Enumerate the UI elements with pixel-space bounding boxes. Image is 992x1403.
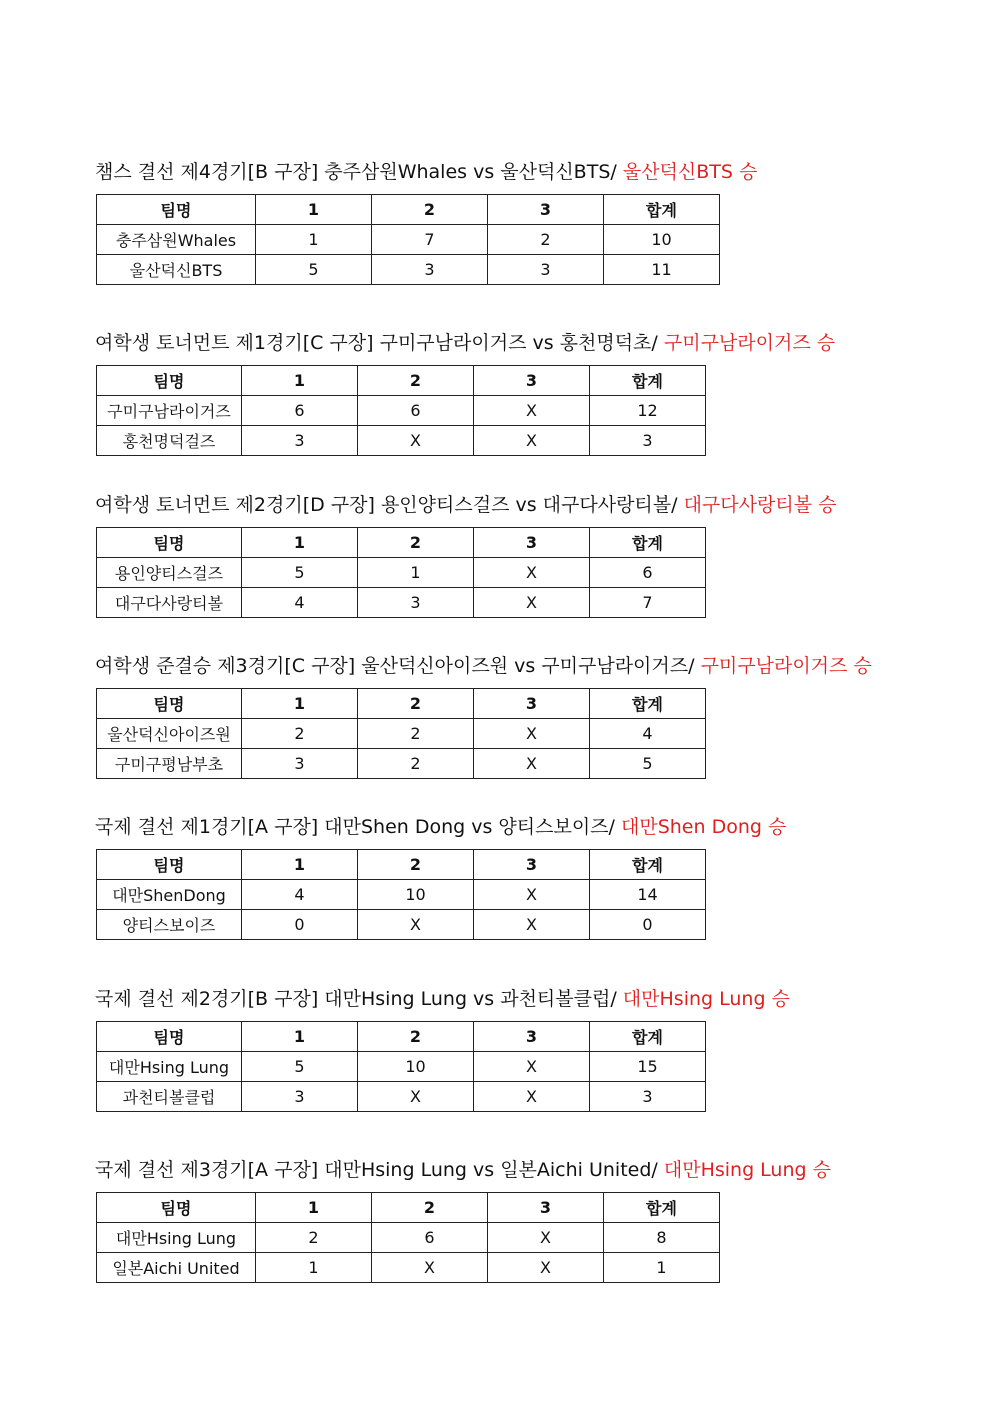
column-header: 3 xyxy=(474,1022,590,1052)
team-name-cell: 울산덕신BTS xyxy=(97,255,256,285)
table-row xyxy=(97,1082,706,1112)
inning-score-cell: 7 xyxy=(372,225,488,255)
column-header: 1 xyxy=(242,850,358,880)
inning-score-cell: 6 xyxy=(372,1223,488,1253)
column-header: 팀명 xyxy=(97,850,242,880)
team-name-cell: 울산덕신아이즈원 xyxy=(97,719,242,749)
team-name-cell: 대만Hsing Lung xyxy=(97,1052,242,1082)
team-name-cell: 용인양티스걸즈 xyxy=(97,558,242,588)
table-row xyxy=(97,719,706,749)
score-table xyxy=(96,849,706,940)
match-section xyxy=(95,493,836,618)
column-header: 합계 xyxy=(590,1022,706,1052)
column-header: 1 xyxy=(242,689,358,719)
match-section xyxy=(95,1158,831,1283)
table-row xyxy=(97,910,706,940)
column-header: 3 xyxy=(488,1193,604,1223)
inning-score-cell: X xyxy=(474,588,590,618)
inning-score-cell: 0 xyxy=(242,910,358,940)
inning-score-cell: 2 xyxy=(242,719,358,749)
match-title: 여학생 토너먼트 제1경기[C 구장] 구미구남라이거즈 vs 홍천명덕초/ xyxy=(95,332,664,354)
team-name-cell: 구미구평남부초 xyxy=(97,749,242,779)
total-cell: 6 xyxy=(590,558,706,588)
inning-score-cell: X xyxy=(372,1253,488,1283)
table-row xyxy=(97,749,706,779)
inning-score-cell: 10 xyxy=(358,1052,474,1082)
table-row xyxy=(97,558,706,588)
total-cell: 1 xyxy=(604,1253,720,1283)
column-header: 합계 xyxy=(590,689,706,719)
table-header-row xyxy=(97,1022,706,1052)
inning-score-cell: X xyxy=(474,558,590,588)
inning-score-cell: X xyxy=(474,396,590,426)
match-section xyxy=(95,654,872,779)
inning-score-cell: 6 xyxy=(358,396,474,426)
table-header-row xyxy=(97,366,706,396)
match-result: 대구다사랑티볼 승 xyxy=(683,494,837,516)
column-header: 합계 xyxy=(590,850,706,880)
total-cell: 14 xyxy=(590,880,706,910)
table-row xyxy=(97,1223,720,1253)
column-header: 2 xyxy=(372,195,488,225)
inning-score-cell: X xyxy=(474,426,590,456)
column-header: 1 xyxy=(242,366,358,396)
match-section xyxy=(95,815,786,940)
score-table xyxy=(96,527,706,618)
inning-score-cell: X xyxy=(474,1082,590,1112)
match-title: 챔스 결선 제4경기[B 구장] 충주삼원Whales vs 울산덕신BTS/ xyxy=(95,161,623,183)
team-name-cell: 충주삼원Whales xyxy=(97,225,256,255)
inning-score-cell: 1 xyxy=(256,1253,372,1283)
table-row xyxy=(97,1253,720,1283)
inning-score-cell: 2 xyxy=(358,719,474,749)
inning-score-cell: 4 xyxy=(242,588,358,618)
inning-score-cell: X xyxy=(358,426,474,456)
team-name-cell: 구미구남라이거즈 xyxy=(97,396,242,426)
match-heading xyxy=(95,331,835,355)
column-header: 2 xyxy=(358,1022,474,1052)
table-header-row xyxy=(97,1193,720,1223)
column-header: 팀명 xyxy=(97,1022,242,1052)
inning-score-cell: X xyxy=(358,1082,474,1112)
table-row xyxy=(97,880,706,910)
score-table xyxy=(96,688,706,779)
inning-score-cell: 3 xyxy=(242,1082,358,1112)
inning-score-cell: 6 xyxy=(242,396,358,426)
column-header: 3 xyxy=(488,195,604,225)
column-header: 합계 xyxy=(590,528,706,558)
table-row xyxy=(97,426,706,456)
inning-score-cell: 3 xyxy=(242,749,358,779)
table-row xyxy=(97,588,706,618)
inning-score-cell: 3 xyxy=(358,588,474,618)
match-heading xyxy=(95,1158,831,1182)
inning-score-cell: 4 xyxy=(242,880,358,910)
score-table xyxy=(96,194,720,285)
table-header-row xyxy=(97,850,706,880)
inning-score-cell: 2 xyxy=(256,1223,372,1253)
match-heading xyxy=(95,987,790,1011)
match-result: 울산덕신BTS 승 xyxy=(622,161,758,183)
total-cell: 10 xyxy=(604,225,720,255)
table-row xyxy=(97,255,720,285)
inning-score-cell: 5 xyxy=(242,558,358,588)
column-header: 2 xyxy=(358,850,474,880)
column-header: 1 xyxy=(256,1193,372,1223)
inning-score-cell: X xyxy=(488,1253,604,1283)
total-cell: 3 xyxy=(590,1082,706,1112)
column-header: 3 xyxy=(474,689,590,719)
match-title: 국제 결선 제3경기[A 구장] 대만Hsing Lung vs 일본Aichi United/ xyxy=(95,1159,664,1181)
column-header: 2 xyxy=(372,1193,488,1223)
inning-score-cell: 3 xyxy=(372,255,488,285)
match-result: 구미구남라이거즈 승 xyxy=(700,655,872,677)
total-cell: 15 xyxy=(590,1052,706,1082)
total-cell: 3 xyxy=(590,426,706,456)
column-header: 팀명 xyxy=(97,528,242,558)
inning-score-cell: 3 xyxy=(242,426,358,456)
inning-score-cell: 10 xyxy=(358,880,474,910)
match-result: 대만Hsing Lung 승 xyxy=(663,1159,831,1181)
team-name-cell: 일본Aichi United xyxy=(97,1253,256,1283)
match-title: 여학생 준결승 제3경기[C 구장] 울산덕신아이즈원 vs 구미구남라이거즈/ xyxy=(95,655,701,677)
match-title: 국제 결선 제2경기[B 구장] 대만Hsing Lung vs 과천티볼클럽/ xyxy=(95,988,623,1010)
total-cell: 4 xyxy=(590,719,706,749)
inning-score-cell: X xyxy=(474,749,590,779)
column-header: 3 xyxy=(474,366,590,396)
team-name-cell: 양티스보이즈 xyxy=(97,910,242,940)
column-header: 합계 xyxy=(590,366,706,396)
table-row xyxy=(97,1052,706,1082)
inning-score-cell: 1 xyxy=(358,558,474,588)
column-header: 3 xyxy=(474,850,590,880)
total-cell: 5 xyxy=(590,749,706,779)
match-section xyxy=(95,331,835,456)
inning-score-cell: 1 xyxy=(256,225,372,255)
match-heading xyxy=(95,815,786,839)
column-header: 1 xyxy=(242,1022,358,1052)
match-heading xyxy=(95,160,757,184)
total-cell: 7 xyxy=(590,588,706,618)
total-cell: 11 xyxy=(604,255,720,285)
team-name-cell: 대만ShenDong xyxy=(97,880,242,910)
match-result: 대만Shen Dong 승 xyxy=(620,816,787,838)
team-name-cell: 홍천명덕걸즈 xyxy=(97,426,242,456)
inning-score-cell: 5 xyxy=(256,255,372,285)
column-header: 2 xyxy=(358,366,474,396)
match-result: 대만Hsing Lung 승 xyxy=(622,988,790,1010)
inning-score-cell: 3 xyxy=(488,255,604,285)
column-header: 팀명 xyxy=(97,195,256,225)
match-result: 구미구남라이거즈 승 xyxy=(663,332,836,354)
column-header: 3 xyxy=(474,528,590,558)
match-title: 여학생 토너먼트 제2경기[D 구장] 용인양티스걸즈 vs 대구다사랑티볼/ xyxy=(95,494,684,516)
inning-score-cell: X xyxy=(474,719,590,749)
match-section xyxy=(95,987,790,1112)
inning-score-cell: X xyxy=(474,1052,590,1082)
table-header-row xyxy=(97,528,706,558)
match-heading xyxy=(95,654,872,678)
team-name-cell: 과천티볼클럽 xyxy=(97,1082,242,1112)
inning-score-cell: 5 xyxy=(242,1052,358,1082)
column-header: 2 xyxy=(358,528,474,558)
column-header: 팀명 xyxy=(97,366,242,396)
column-header: 1 xyxy=(242,528,358,558)
total-cell: 8 xyxy=(604,1223,720,1253)
inning-score-cell: 2 xyxy=(358,749,474,779)
total-cell: 0 xyxy=(590,910,706,940)
inning-score-cell: X xyxy=(474,880,590,910)
column-header: 2 xyxy=(358,689,474,719)
column-header: 팀명 xyxy=(97,1193,256,1223)
score-table xyxy=(96,1021,706,1112)
table-header-row xyxy=(97,195,720,225)
team-name-cell: 대만Hsing Lung xyxy=(97,1223,256,1253)
inning-score-cell: X xyxy=(358,910,474,940)
table-row xyxy=(97,396,706,426)
score-table xyxy=(96,365,706,456)
inning-score-cell: X xyxy=(488,1223,604,1253)
team-name-cell: 대구다사랑티볼 xyxy=(97,588,242,618)
match-title: 국제 결선 제1경기[A 구장] 대만Shen Dong vs 양티스보이즈/ xyxy=(95,816,621,838)
match-heading xyxy=(95,493,836,517)
score-table xyxy=(96,1192,720,1283)
column-header: 합계 xyxy=(604,195,720,225)
inning-score-cell: 2 xyxy=(488,225,604,255)
column-header: 1 xyxy=(256,195,372,225)
inning-score-cell: X xyxy=(474,910,590,940)
column-header: 팀명 xyxy=(97,689,242,719)
total-cell: 12 xyxy=(590,396,706,426)
match-section xyxy=(95,160,757,285)
table-row xyxy=(97,225,720,255)
table-header-row xyxy=(97,689,706,719)
column-header: 합계 xyxy=(604,1193,720,1223)
